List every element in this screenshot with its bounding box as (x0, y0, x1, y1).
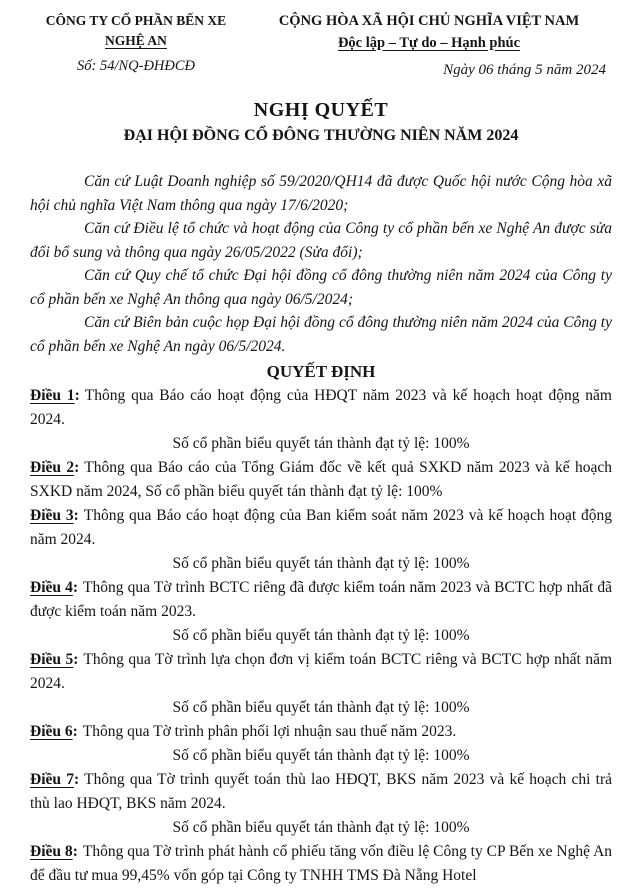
document-number: Số: 54/NQ-ĐHĐCĐ (76, 57, 195, 74)
company-name-line2: NGHỆ AN (105, 32, 167, 48)
article-8-text: Thông qua Tờ trình phát hành cổ phiếu tăng vốn điều lệ Công ty CP Bến xe Nghệ An để đầu tư mua 99,45% vốn góp tại Công ty TNHH TMS Đà Nẵng Hotel (30, 843, 613, 885)
article-7-separator: : (73, 771, 80, 789)
article-4-label: Điều 4 (30, 579, 73, 597)
article-4-text: Thông qua Tờ trình BCTC riêng đã được kiểm toán năm 2023 và BCTC hợp nhất đã được kiểm toán năm 2023. (30, 579, 613, 621)
article-4-separator: : (72, 579, 79, 597)
letterhead (30, 12, 612, 79)
article-3 (30, 504, 612, 552)
article-7 (30, 768, 612, 816)
article-7-text: Thông qua Tờ trình quyết toán thù lao HĐQT, BKS năm 2023 và kế hoạch chi trả thù lao HĐQT, BKS năm 2024. (30, 771, 612, 813)
article-2-separator: : (74, 459, 80, 477)
article-4-vote: Số cổ phần biểu quyết tán thành đạt tỷ lệ: 100% (172, 627, 470, 645)
preamble-clause: Căn cứ Quy chế tổ chức Đại hội đồng cổ đông thường niên năm 2024 của Công ty cổ phần bến xe Nghệ An thông qua ngày 06/5/2024; (30, 267, 612, 308)
article-6 (30, 720, 612, 744)
national-motto-line1: CỘNG HÒA XÃ HỘI CHỦ NGHĨA VIỆT NAM (278, 13, 580, 29)
article-1-text: Thông qua Báo cáo hoạt động của HĐQT năm 2023 và kế hoạch hoạt động năm 2024. (30, 387, 612, 429)
article-1 (30, 384, 612, 432)
articles-section (30, 384, 612, 888)
article-1-vote: Số cổ phần biểu quyết tán thành đạt tỷ lệ: 100% (172, 435, 470, 453)
article-7-vote: Số cổ phần biểu quyết tán thành đạt tỷ lệ: 100% (172, 819, 470, 837)
article-7-label: Điều 7 (30, 771, 74, 789)
article-5-vote: Số cổ phần biểu quyết tán thành đạt tỷ lệ: 100% (172, 699, 470, 717)
document-date: Ngày 06 tháng 5 năm 2024 (443, 62, 606, 79)
letterhead-company (30, 12, 242, 75)
preamble-clause: Căn cứ Điều lệ tổ chức và hoạt động của Công ty cổ phần bến xe Nghệ An được sửa đổi bổ sung và thông qua ngày 26/05/2022 (Sửa đổi); (30, 220, 612, 261)
article-1-separator: : (74, 387, 80, 405)
document-subtitle: ĐẠI HỘI ĐỒNG CỔ ĐÔNG THƯỜNG NIÊN NĂM 2024 (123, 127, 519, 145)
document-title: NGHỊ QUYẾT (253, 99, 389, 122)
article-5 (30, 648, 612, 696)
article-8 (30, 840, 612, 888)
decision-heading: QUYẾT ĐỊNH (266, 362, 376, 382)
article-1-label: Điều 1 (30, 387, 75, 405)
article-3-text: Thông qua Báo cáo hoạt động của Ban kiểm soát năm 2023 và kế hoạch hoạt động năm 2024. (30, 507, 613, 549)
article-8-separator: : (72, 843, 78, 861)
article-6-vote: Số cổ phần biểu quyết tán thành đạt tỷ lệ: 100% (172, 747, 470, 765)
preamble (30, 170, 612, 358)
article-5-label: Điều 5 (30, 651, 74, 669)
preamble-clause: Căn cứ Luật Doanh nghiệp số 59/2020/QH14 đã được Quốc hội nước Cộng hòa xã hội chủ nghĩa Việt Nam thông qua ngày 17/6/2020; (30, 173, 612, 214)
article-3-vote: Số cổ phần biểu quyết tán thành đạt tỷ lệ: 100% (172, 555, 470, 573)
national-motto-line2: Độc lập – Tự do – Hạnh phúc (337, 34, 521, 51)
article-3-label: Điều 3 (30, 507, 74, 525)
article-6-separator: : (72, 723, 78, 741)
article-3-separator: : (73, 507, 79, 525)
article-6-text: Thông qua Tờ trình phân phối lợi nhuận sau thuế năm 2023. (82, 723, 457, 741)
article-5-text: Thông qua Tờ trình lựa chọn đơn vị kiểm toán BCTC riêng và BCTC hợp nhất năm 2024. (30, 651, 612, 693)
article-4 (30, 576, 612, 624)
preamble-clause: Căn cứ Biên bản cuộc họp Đại hội đồng cổ đông thường niên năm 2024 của Công ty cổ phần bến xe Nghệ An ngày 06/5/2024. (30, 314, 612, 355)
article-6-label: Điều 6 (30, 723, 73, 741)
letterhead-national (246, 12, 612, 79)
article-8-label: Điều 8 (30, 843, 73, 861)
article-5-separator: : (73, 651, 79, 669)
article-2-text: Thông qua Báo cáo của Tổng Giám đốc về kết quả SXKD năm 2023 và kế hoạch SXKD năm 2024, Số cổ phần biểu quyết tán thành đạt tỷ lệ: 100% (30, 459, 612, 501)
company-name-line1: CÔNG TY CỔ PHẦN BẾN XE (45, 13, 227, 28)
article-2-label: Điều 2 (30, 459, 75, 477)
article-2 (30, 456, 612, 504)
